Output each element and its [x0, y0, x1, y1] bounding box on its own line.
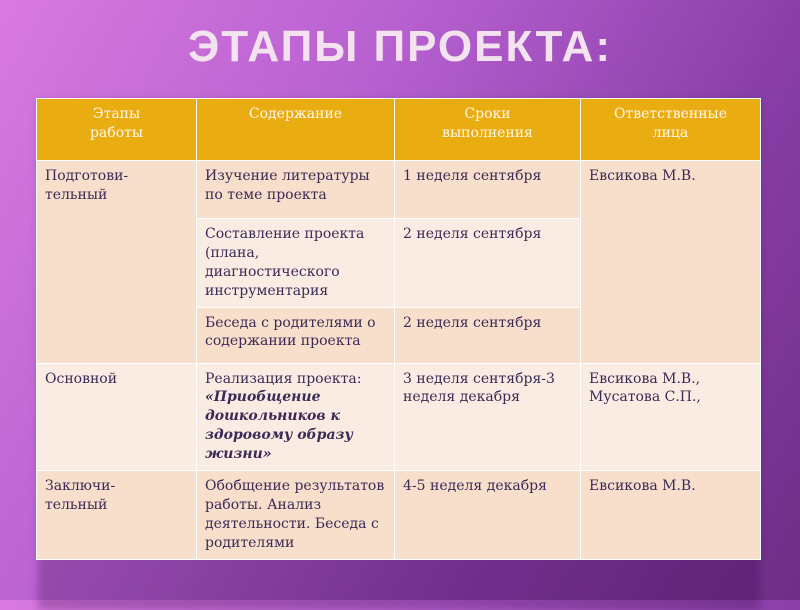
content-cell: Изучение литературы по теме проекта — [197, 161, 395, 219]
stage-main: Основной — [37, 363, 197, 470]
table-header-row — [37, 99, 761, 161]
content-cell — [197, 363, 395, 470]
deadline-cell: 3 неделя сентября-3 неделя декабря — [395, 363, 581, 470]
header-content: Содержание — [197, 99, 395, 161]
deadline-cell: 4-5 неделя декабря — [395, 471, 581, 560]
deadline-cell: 1 неделя сентября — [395, 161, 581, 219]
table-row — [37, 363, 761, 470]
content-cell: Обобщение результатов работы. Анализ деятельности. Беседа с родителями — [197, 471, 395, 560]
responsible-cell: Евсикова М.В. — [581, 471, 761, 560]
content-cell: Составление проекта (плана, диагностического инструментария — [197, 219, 395, 308]
project-name: «Приобщение дошкольников к здоровому образу жизни» — [205, 389, 353, 463]
project-stages-table — [36, 98, 761, 560]
table-row — [37, 471, 761, 560]
content-cell: Беседа с родителями о содержании проекта — [197, 307, 395, 363]
slide-title: ЭТАПЫ ПРОЕКТА: — [188, 22, 612, 71]
stage-final: Заключи- тельный — [37, 471, 197, 560]
header-stages: Этапы работы — [37, 99, 197, 161]
content-lead: Реализация проекта: — [205, 370, 362, 387]
responsible-cell: Евсикова М.В. — [581, 161, 761, 364]
responsible-cell: Евсикова М.В., Мусатова С.П., — [581, 363, 761, 470]
deadline-cell: 2 неделя сентября — [395, 219, 581, 308]
header-deadlines: Сроки выполнения — [395, 99, 581, 161]
header-responsible: Ответственные лица — [581, 99, 761, 161]
stage-preparatory: Подготови- тельный — [37, 161, 197, 364]
table-row — [37, 161, 761, 219]
deadline-cell: 2 неделя сентября — [395, 307, 581, 363]
